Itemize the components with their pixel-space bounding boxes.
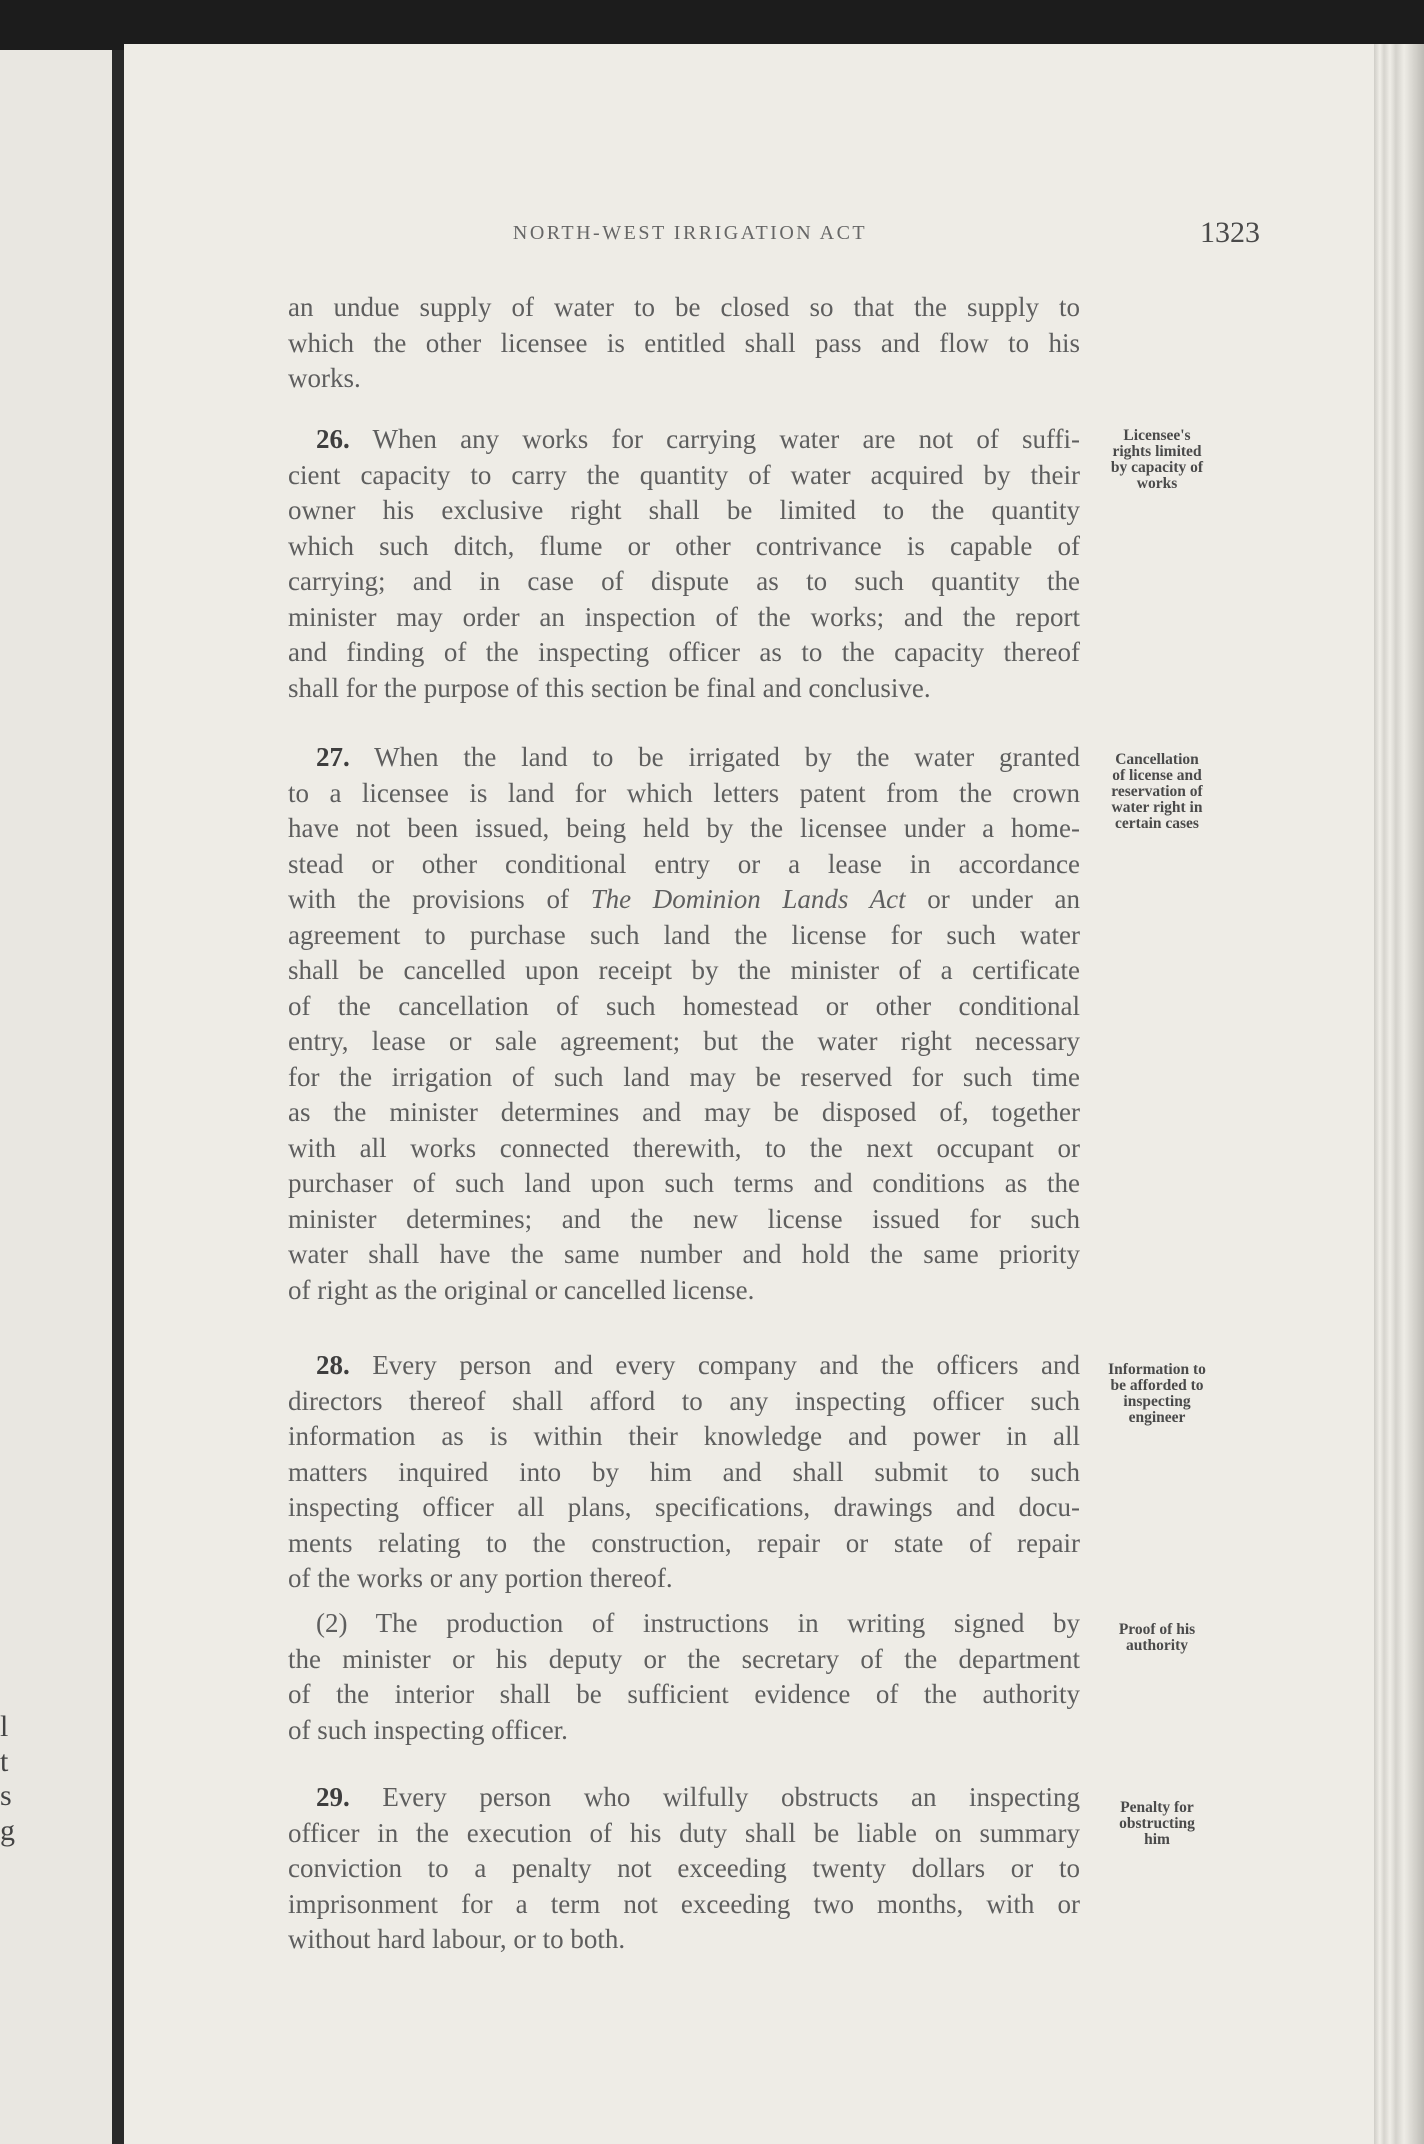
text-line: entry, lease or sale agreement; but the water right necessary [288, 1026, 1080, 1056]
line-text: Every person who wilfully obstructs an inspecting [382, 1782, 1081, 1812]
text-line: of the interior shall be sufficient evidence of the authority [288, 1679, 1080, 1709]
line-text: The production of instructions in writing signed by [375, 1608, 1080, 1638]
section-29 [288, 1780, 1080, 1958]
line-text: When any works for carrying water are not of suffi- [372, 424, 1081, 454]
text-line: with all works connected therewith, to the next occupant or [288, 1132, 1080, 1163]
line-text: Every person and every company and the officers and [372, 1350, 1081, 1380]
margin-note-line: reservation of [1111, 783, 1203, 800]
margin-note-line: Proof of his [1118, 1621, 1196, 1638]
text-line: minister may order an inspection of the works; and the report [288, 601, 1080, 632]
subsection-number: (2) [316, 1608, 348, 1638]
margin-note-line: Penalty for [1120, 1799, 1194, 1816]
margin-note-line: him [1144, 1831, 1170, 1848]
left-page-edge [0, 50, 112, 2144]
left-letter: g [0, 1813, 15, 1847]
page-edges [1374, 44, 1424, 2144]
margin-note-line: rights limited [1112, 443, 1202, 460]
text-line: inspecting officer all plans, specifications, drawings and docu- [288, 1492, 1080, 1522]
text-line: information as is within their knowledge and power in all [288, 1421, 1080, 1451]
margin-note-line: by capacity of [1110, 459, 1204, 476]
text-line-first [288, 1348, 1080, 1384]
running-head: NORTH-WEST IRRIGATION ACT [512, 222, 868, 244]
text-line-first [288, 422, 1080, 458]
left-letter: t [0, 1744, 9, 1778]
text-line: have not been issued, being held by the licensee under a home- [288, 813, 1080, 843]
text-line: directors thereof shall afford to any inspecting officer such [288, 1385, 1080, 1416]
margin-note-line: certain cases [1115, 815, 1199, 832]
text-line-first [288, 740, 1080, 776]
section-27 [288, 740, 1080, 1308]
margin-note-line: authority [1126, 1637, 1188, 1654]
left-page-letters [0, 1710, 14, 1848]
section-28 [288, 1348, 1080, 1597]
text-line: conviction to a penalty not exceeding twenty dollars or to [288, 1853, 1080, 1883]
text-line: works. [288, 363, 361, 393]
text-line: shall for the purpose of this section be final and conclusive. [288, 672, 931, 703]
section-number: 27. [316, 742, 350, 772]
text-line: to a licensee is land for which letters patent from the crown [288, 777, 1080, 808]
margin-note-line: works [1136, 475, 1178, 492]
text-line: which the other licensee is entitled shall pass and flow to his [288, 327, 1080, 358]
line-text: When the land to be irrigated by the water granted [374, 742, 1080, 772]
margin-note-line: Cancellation [1115, 751, 1199, 768]
margin-note-line: water right in [1111, 799, 1203, 816]
text-line: as the minister determines and may be disposed of, together [288, 1097, 1080, 1127]
text-line: stead or other conditional entry or a lease in accordance [288, 848, 1080, 879]
margin-note-26 [1082, 428, 1232, 492]
book-gutter [112, 50, 124, 2144]
text-line: for the irrigation of such land may be reserved for such time [288, 1061, 1080, 1092]
text-line: of the works or any portion thereof. [288, 1563, 673, 1593]
text-line: of right as the original or cancelled license. [288, 1274, 755, 1305]
line-text: or under an [905, 884, 1081, 914]
section-number: 28. [316, 1350, 350, 1380]
section-28-subsection-2 [288, 1606, 1080, 1748]
margin-note-line: obstructing [1119, 1815, 1195, 1832]
text-line: without hard labour, or to both. [288, 1924, 626, 1954]
margin-note-line: of license and [1112, 767, 1202, 784]
margin-note-28-2 [1082, 1622, 1232, 1654]
text-line: shall be cancelled upon receipt by the minister of a certificate [288, 955, 1080, 985]
text-line: the minister or his deputy or the secretary of the department [288, 1643, 1080, 1674]
text-line: imprisonment for a term not exceeding two months, with or [288, 1888, 1080, 1919]
act-title: The Dominion Lands Act [590, 884, 906, 914]
text-line: cient capacity to carry the quantity of water acquired by their [288, 459, 1080, 490]
text-line-with-title [288, 882, 1080, 918]
margin-note-line: be afforded to [1110, 1377, 1204, 1394]
text-line: purchaser of such land upon such terms and conditions as the [288, 1168, 1080, 1198]
page-number: 1323 [1200, 216, 1260, 249]
left-letter: l [0, 1710, 9, 1743]
section-26 [288, 422, 1080, 706]
text-line: which such ditch, flume or other contrivance is capable of [288, 530, 1080, 561]
text-line: owner his exclusive right shall be limited to the quantity [288, 495, 1080, 525]
margin-note-line: Information to [1108, 1361, 1206, 1378]
margin-note-27 [1082, 752, 1232, 832]
text-line: ments relating to the construction, repair or state of repair [288, 1527, 1080, 1558]
left-letter: s [0, 1779, 12, 1813]
text-line: agreement to purchase such land the license for such water [288, 919, 1080, 950]
text-line: and finding of the inspecting officer as to the capacity thereof [288, 637, 1080, 667]
text-line: matters inquired into by him and shall submit to such [288, 1456, 1080, 1487]
text-line-first [288, 1780, 1080, 1816]
margin-note-line: engineer [1128, 1409, 1186, 1426]
section-number: 26. [316, 424, 350, 454]
text-line: water shall have the same number and hold the same priority [288, 1239, 1080, 1269]
margin-note-line: Licensee's [1123, 427, 1191, 444]
margin-note-29 [1082, 1800, 1232, 1848]
text-line: carrying; and in case of dispute as to such quantity the [288, 566, 1080, 596]
text-line-first [288, 1606, 1080, 1642]
text-line: an undue supply of water to be closed so that the supply to [288, 292, 1080, 322]
text-line: officer in the execution of his duty shall be liable on summary [288, 1817, 1080, 1848]
section-number: 29. [316, 1782, 350, 1812]
text-line: of the cancellation of such homestead or other conditional [288, 990, 1080, 1021]
margin-note-line: inspecting [1123, 1393, 1191, 1410]
text-line: of such inspecting officer. [288, 1714, 568, 1745]
margin-note-28 [1082, 1362, 1232, 1426]
line-text: with the provisions of [288, 884, 591, 914]
paragraph-continuation [288, 290, 1080, 397]
text-line: minister determines; and the new license issued for such [288, 1203, 1080, 1234]
